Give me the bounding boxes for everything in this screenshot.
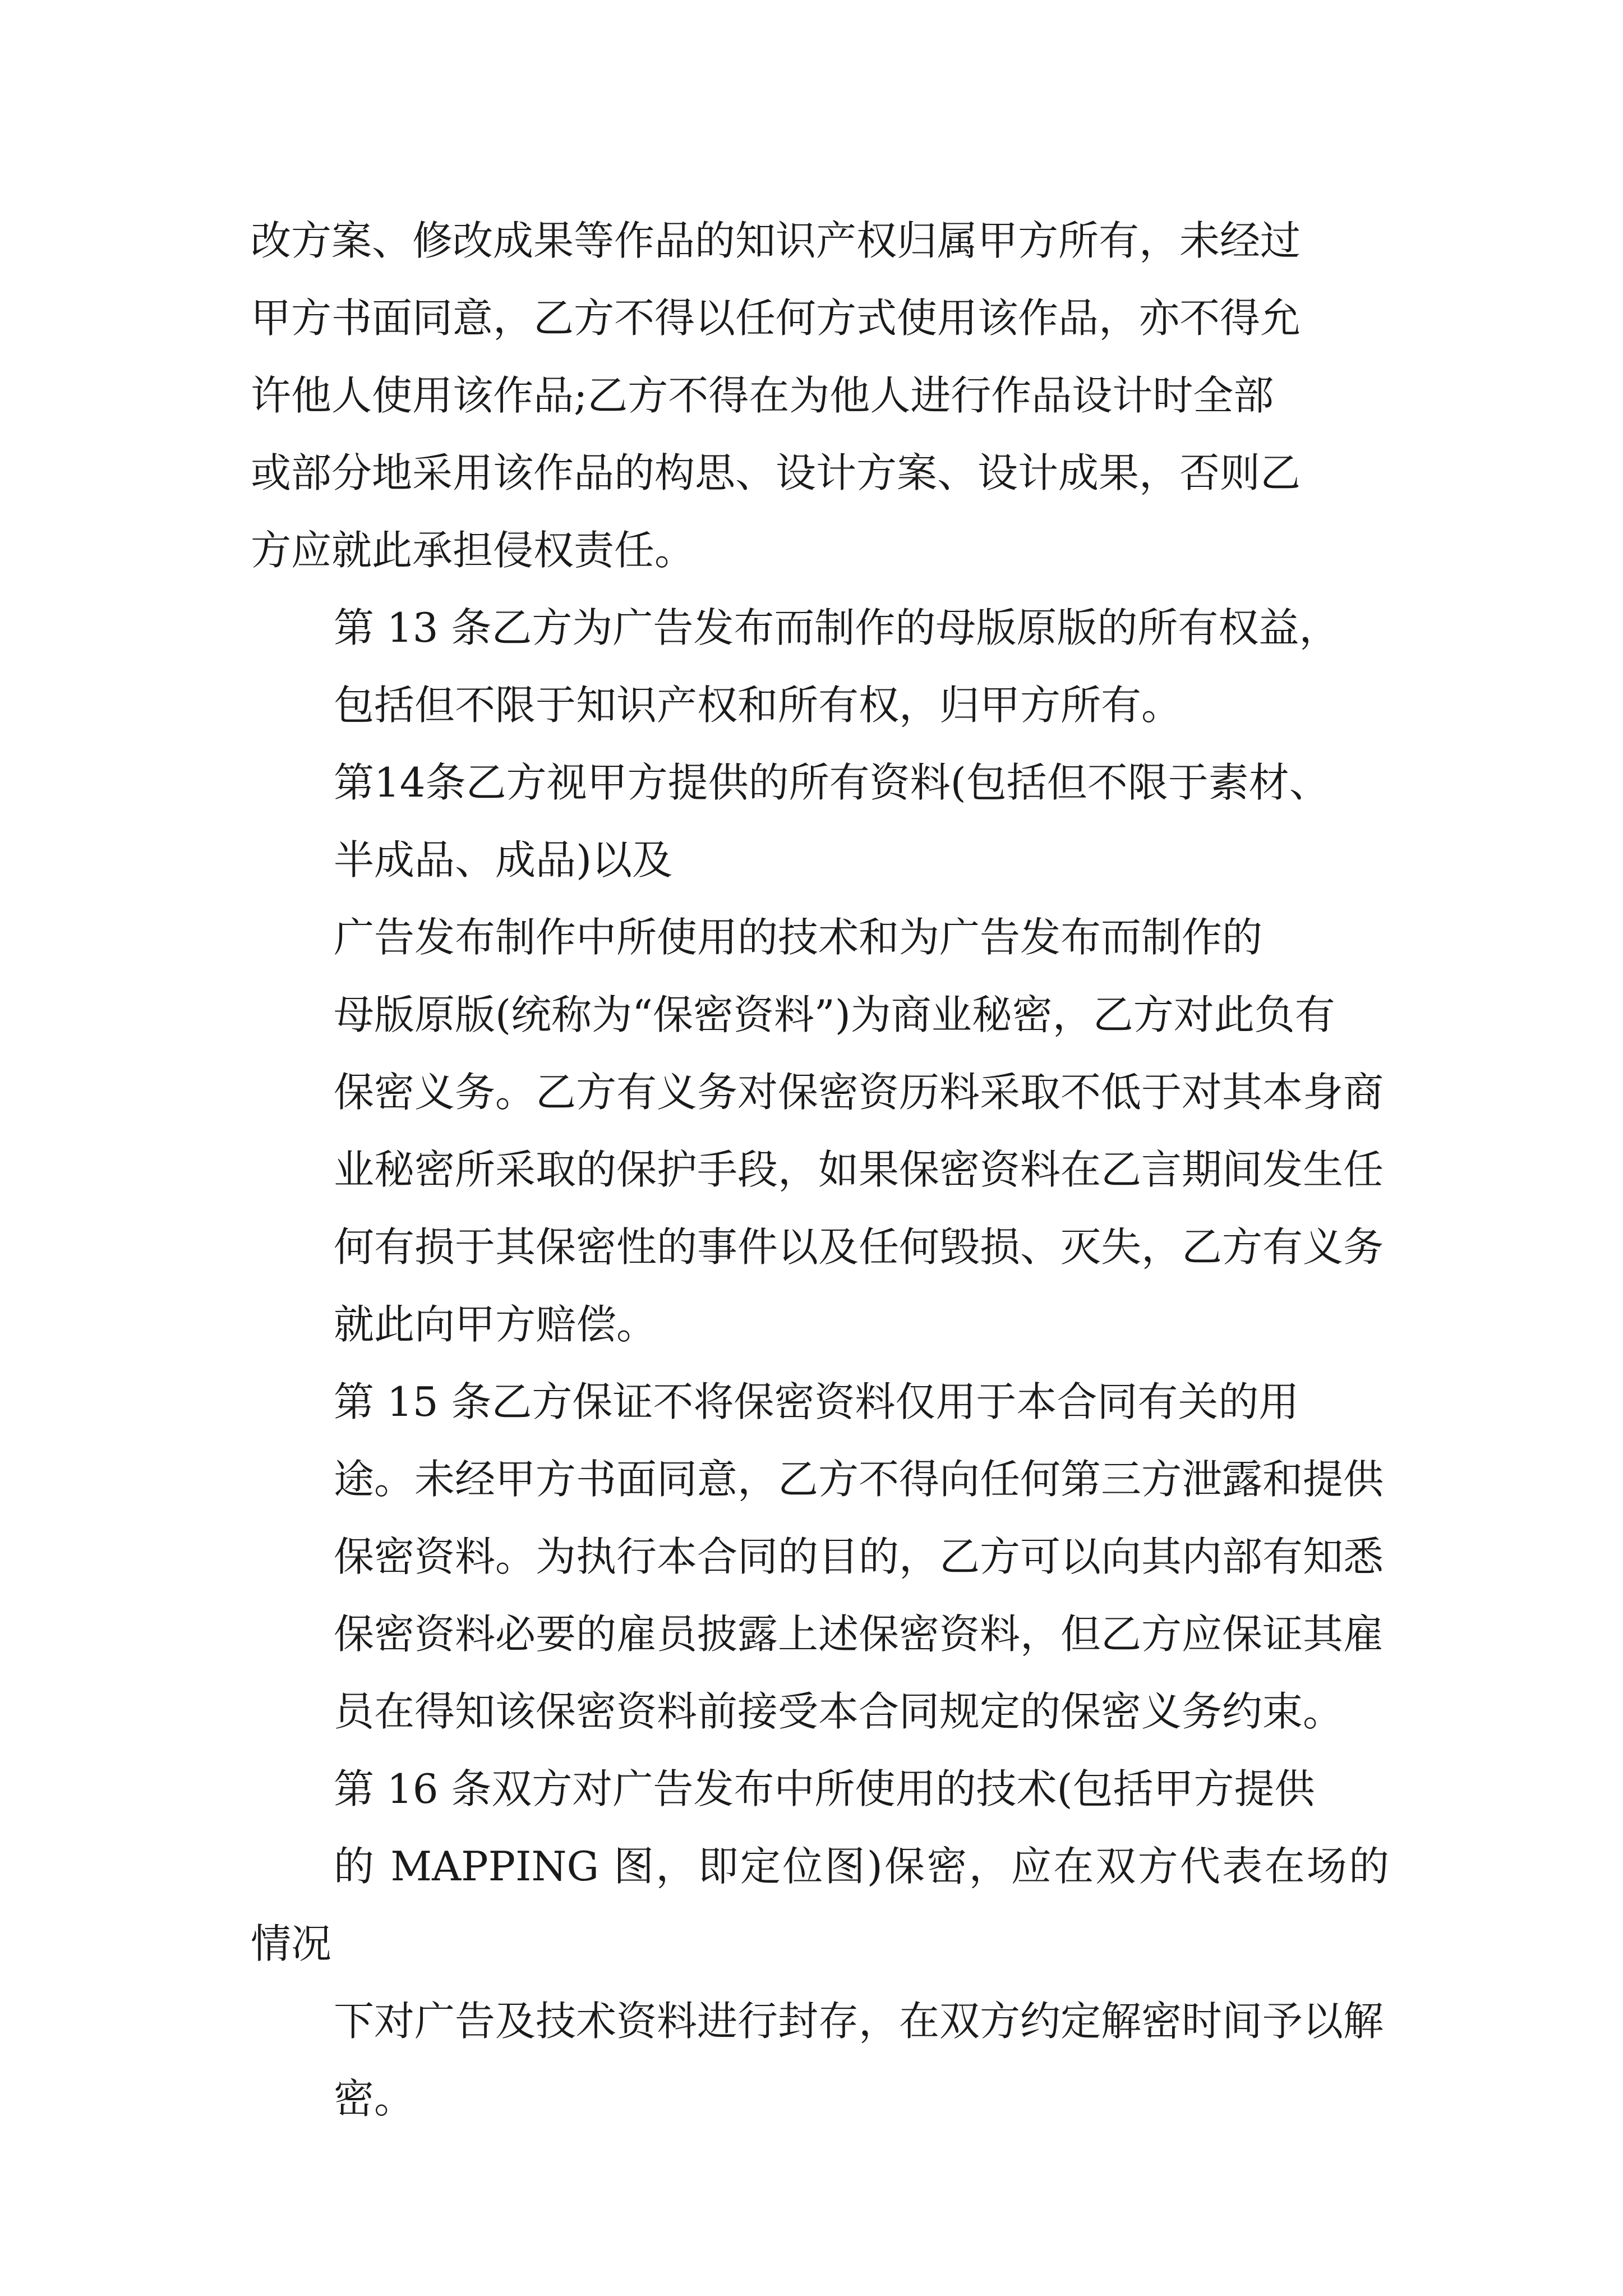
text-line: 许他人使用该作品;乙方不得在为他人进行作品设计时全部 [251,372,1274,419]
text-line: 包括但不限于知识产权和所有权，归甲方所有。 [334,682,1182,729]
text-line: 密。 [334,2075,415,2122]
paragraph-article-16 [251,1750,1389,2137]
text-line: 途。未经甲方书面同意，乙方不得向任何第三方泄露和提供 [334,1456,1384,1503]
text-line: 改方案、修改成果等作品的知识产权归属甲方所有，未经过 [251,217,1301,264]
paragraph-article-14 [251,744,1389,899]
text-line: 广告发布制作中所使用的技术和为广告发布而制作的 [334,914,1263,961]
paragraph-article-15 [251,1363,1389,1750]
text-line: 母版原版(统称为“保密资料”)为商业秘密，乙方对此负有 [334,991,1335,1038]
document-body [251,202,1389,2137]
text-line: 方应就此承担侵权责任。 [251,527,695,574]
text-line: 就此向甲方赔偿。 [334,1301,657,1348]
text-line: 第14条乙方视甲方提供的所有资料(包括但不限于素材、 [334,759,1330,806]
text-line: 下对广告及技术资料进行封存，在双方约定解密时间予以解 [334,1998,1384,2045]
text-line: 甲方书面同意，乙方不得以任何方式使用该作品，亦不得允 [251,295,1301,342]
text-line: 保密资料必要的雇员披露上述保密资料，但乙方应保证其雇 [334,1611,1384,1658]
text-line: 保密义务。乙方有义务对保密资历料采取不低于对其本身商 [334,1069,1384,1116]
text-line: 的 MAPPING 图，即定位图)保密，应在双方代表在场的情况 [251,1843,1389,1967]
text-line: 第 16 条双方对广告发布中所使用的技术(包括甲方提供 [334,1765,1315,1812]
text-line: 第 15 条乙方保证不将保密资料仅用于本合同有关的用 [334,1378,1299,1425]
text-line: 保密资料。为执行本合同的目的，乙方可以向其内部有知悉 [334,1533,1384,1580]
text-line: 半成品、成品)以及 [334,836,673,884]
text-line: 员在得知该保密资料前接受本合同规定的保密义务约束。 [334,1688,1344,1735]
paragraph-article-13 [251,589,1389,744]
text-line: 业秘密所采取的保护手段，如果保密资料在乙言期间发生任 [334,1146,1384,1193]
text-line: 第 13 条乙方为广告发布而制作的母版原版的所有权益， [334,604,1340,651]
paragraph-confidential-materials [251,899,1389,1363]
text-line: 或部分地采用该作品的构思、设计方案、设计成果，否则乙 [251,449,1301,496]
paragraph-ip-ownership [251,202,1389,589]
text-line: 何有损于其保密性的事件以及任何毁损、灭失，乙方有义务 [334,1223,1384,1271]
